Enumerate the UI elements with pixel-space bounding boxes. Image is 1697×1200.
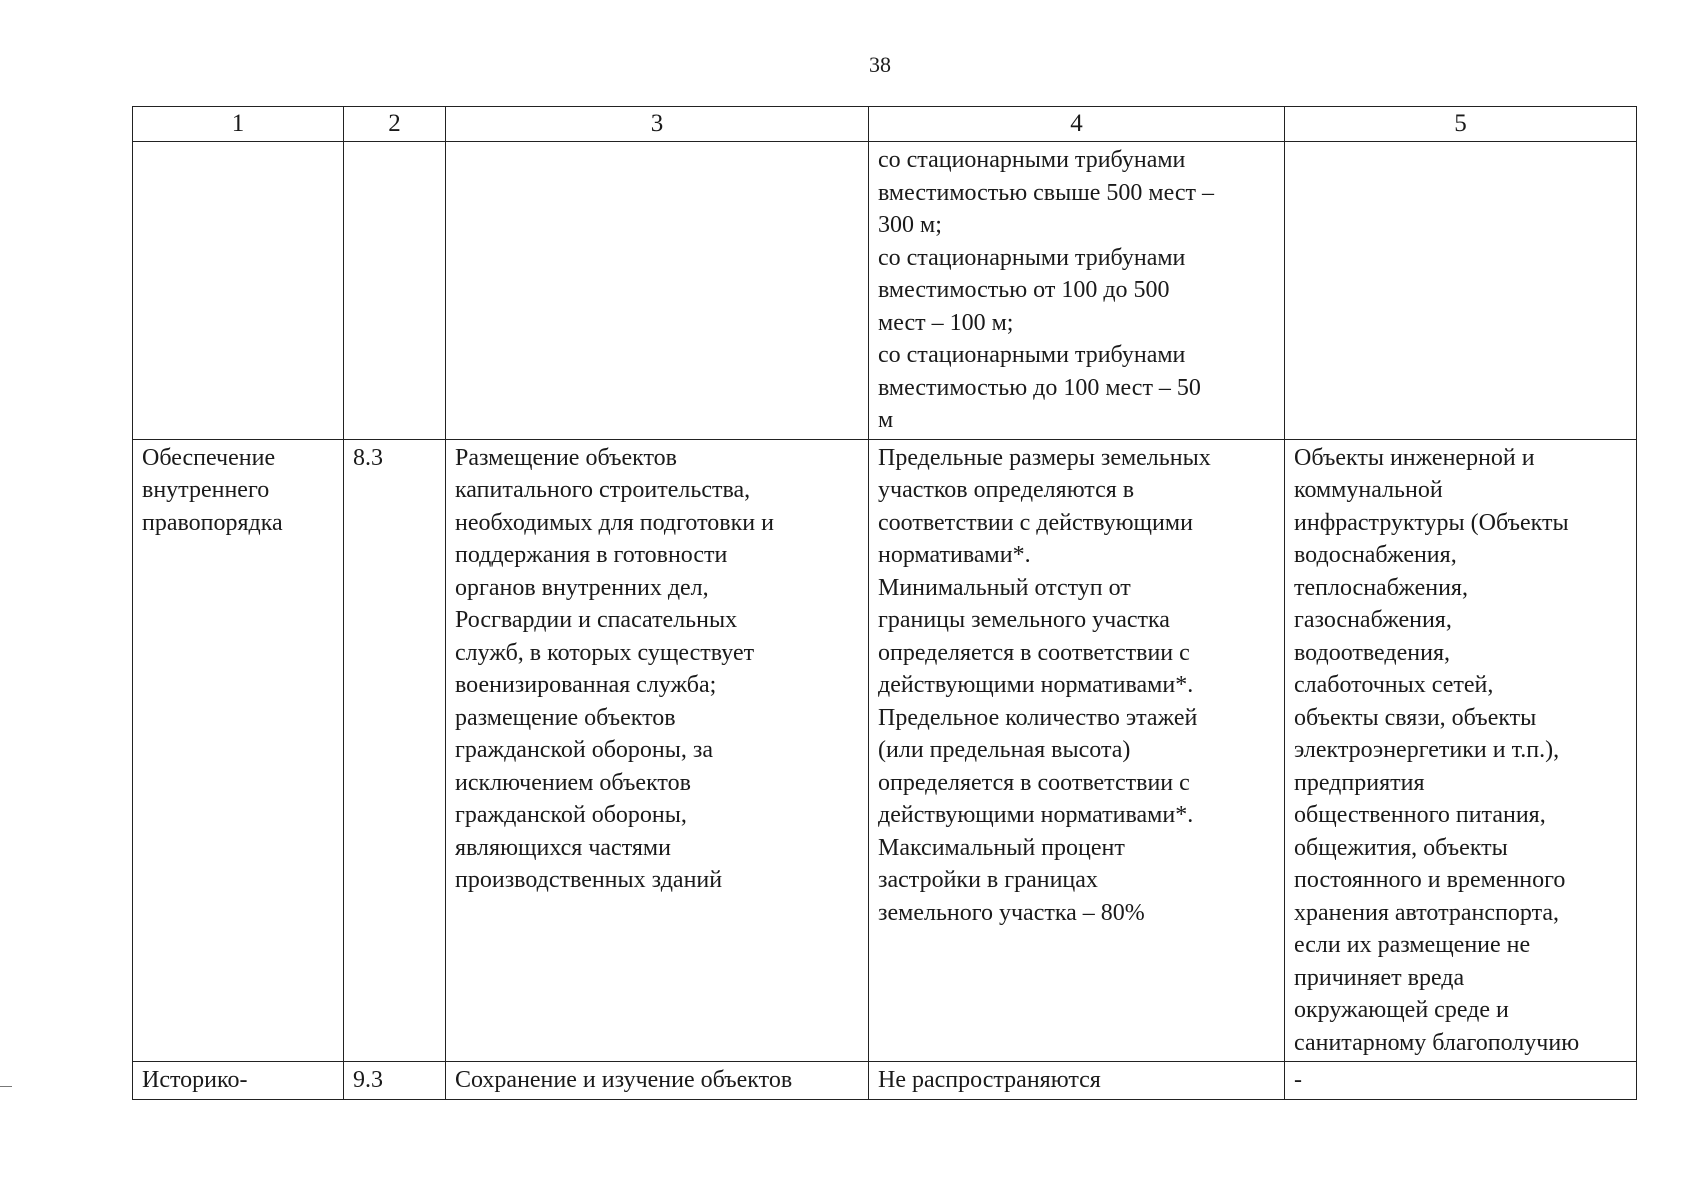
auxiliary-uses: Объекты инженерной и коммунальной инфраструктуры (Объекты водоснабжения, теплоснабжения, газоснабжения, водоотведения, слаботочных сетей, объекты связи, объекты электроэнергетики и т.п.), предприятия общественного питания, общежития, объекты постоянного и временного хранения автотранспорта, если их размещение не причиняет вреда окружающей среде и санитарному благополучию [1285, 439, 1637, 1062]
regulations-table [132, 106, 1637, 1100]
use-description: Сохранение и изучение объектов [446, 1062, 869, 1100]
table-row [133, 142, 1637, 440]
auxiliary-uses [1285, 142, 1637, 440]
use-description: Размещение объектов капитального строительства, необходимых для подготовки и поддержания в готовности органов внутренних дел, Росгвардии и спасательных служб, в которых существует военизированная служба; размещение объектов гражданской обороны, за исключением объектов гражданской обороны, являющихся частями производственных зданий [446, 439, 869, 1062]
table-header-row [133, 107, 1637, 142]
parameters: Предельные размеры земельных участков определяются в соответствии с действующими нормативами*. Минимальный отступ от границы земельного участка определяется в соответствии с действующими нормативами*. Предельное количество этажей (или предельная высота) определяется в соответствии с действующими нормативами*. Максимальный процент застройки в границах земельного участка – 80% [869, 439, 1285, 1062]
parameters: со стационарными трибунами вместимостью свыше 500 мест – 300 м; со стационарными трибунами вместимостью от 100 до 500 мест – 100 м; со стационарными трибунами вместимостью до 100 мест – 50 м [869, 142, 1285, 440]
parameters: Не распространяются [869, 1062, 1285, 1100]
column-header: 5 [1285, 107, 1637, 142]
use-type-name: Историко- [133, 1062, 344, 1100]
margin-mark [0, 1086, 12, 1087]
auxiliary-uses: - [1285, 1062, 1637, 1100]
page-number: 38 [869, 52, 891, 77]
use-type-name: Обеспечение внутреннего правопорядка [133, 439, 344, 1062]
column-header: 1 [133, 107, 344, 142]
column-header: 4 [869, 107, 1285, 142]
use-code: 9.3 [344, 1062, 446, 1100]
use-code [344, 142, 446, 440]
table-row [133, 1062, 1637, 1100]
use-type-name [133, 142, 344, 440]
use-code: 8.3 [344, 439, 446, 1062]
use-description [446, 142, 869, 440]
column-header: 2 [344, 107, 446, 142]
column-header: 3 [446, 107, 869, 142]
table-row [133, 439, 1637, 1062]
